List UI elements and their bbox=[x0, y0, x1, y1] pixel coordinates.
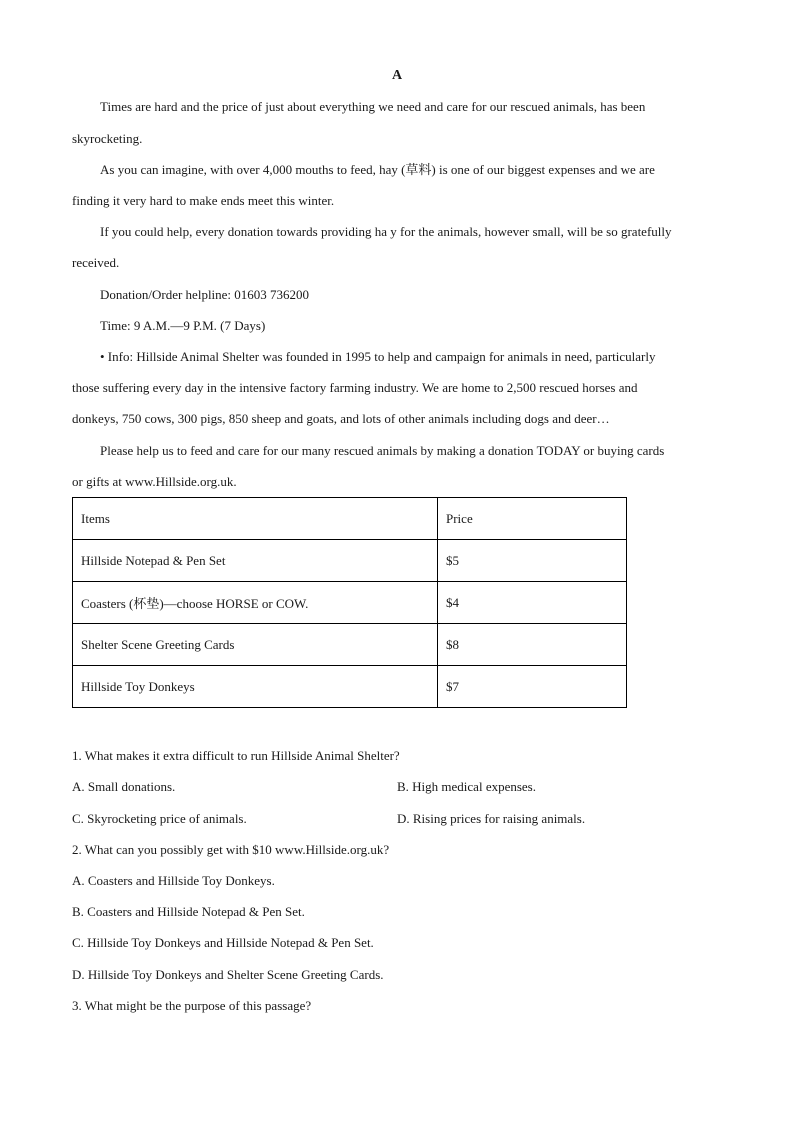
question-2-option-d: D. Hillside Toy Donkeys and Shelter Scene Greeting Cards. bbox=[72, 967, 384, 982]
helpline-text: Donation/Order helpline: 01603 736200 bbox=[100, 287, 310, 302]
question-2: 2. What can you possibly get with $10 www.Hillside.org.uk? bbox=[72, 842, 390, 857]
table-cell-item: Shelter Scene Greeting Cards bbox=[73, 624, 438, 666]
table-header-price: Price bbox=[438, 498, 627, 540]
question-2-option-a: A. Coasters and Hillside Toy Donkeys. bbox=[72, 873, 275, 888]
question-2-option-b: B. Coasters and Hillside Notepad & Pen Set. bbox=[72, 904, 305, 919]
paragraph-2-line-1: As you can imagine, with over 4,000 mouths to feed, hay (草料) is one of our biggest expenses and we are bbox=[100, 162, 655, 177]
paragraph-5-line-1: Please help us to feed and care for our many rescued animals by making a donation TODAY or buying cards bbox=[100, 443, 665, 458]
paragraph-2-line-2: finding it very hard to make ends meet this winter. bbox=[72, 193, 335, 208]
table-row bbox=[73, 540, 627, 582]
table-cell-item: Coasters (杯垫)—choose HORSE or COW. bbox=[73, 582, 438, 624]
question-1-option-d: D. Rising prices for raising animals. bbox=[397, 811, 586, 826]
price-table bbox=[72, 497, 627, 708]
table-cell-price: $5 bbox=[438, 540, 627, 582]
question-1-option-b: B. High medical expenses. bbox=[397, 779, 536, 794]
table-row bbox=[73, 624, 627, 666]
info-line-1: • Info: Hillside Animal Shelter was founded in 1995 to help and campaign for animals in need, particularly bbox=[100, 349, 656, 364]
info-line-3: donkeys, 750 cows, 300 pigs, 850 sheep and goats, and lots of other animals including dogs and deer… bbox=[72, 411, 610, 426]
paragraph-5-line-2: or gifts at www.Hillside.org.uk. bbox=[72, 474, 237, 489]
info-line-2: those suffering every day in the intensive factory farming industry. We are home to 2,500 rescued horses and bbox=[72, 380, 638, 395]
question-3: 3. What might be the purpose of this passage? bbox=[72, 998, 312, 1013]
hours-text: Time: 9 A.M.—9 P.M. (7 Days) bbox=[100, 318, 266, 333]
table-header-row bbox=[73, 498, 627, 540]
question-1-option-a: A. Small donations. bbox=[72, 779, 176, 794]
question-1-option-c: C. Skyrocketing price of animals. bbox=[72, 811, 247, 826]
paragraph-3-line-2: received. bbox=[72, 255, 120, 270]
paragraph-1-line-2: skyrocketing. bbox=[72, 131, 143, 146]
table-cell-item: Hillside Notepad & Pen Set bbox=[73, 540, 438, 582]
paragraph-3-line-1: If you could help, every donation towards providing ha y for the animals, however small, will be so gratefully bbox=[100, 224, 672, 239]
table-cell-price: $7 bbox=[438, 666, 627, 708]
table-row bbox=[73, 666, 627, 708]
table-cell-item: Hillside Toy Donkeys bbox=[73, 666, 438, 708]
question-2-option-c: C. Hillside Toy Donkeys and Hillside Notepad & Pen Set. bbox=[72, 935, 374, 950]
table-row bbox=[73, 582, 627, 624]
section-title: A bbox=[391, 68, 403, 83]
table-cell-price: $4 bbox=[438, 582, 627, 624]
paragraph-1-line-1: Times are hard and the price of just about everything we need and care for our rescued animals, has been bbox=[100, 99, 646, 114]
table-header-items: Items bbox=[73, 498, 438, 540]
question-1: 1. What makes it extra difficult to run Hillside Animal Shelter? bbox=[72, 748, 400, 763]
table-cell-price: $8 bbox=[438, 624, 627, 666]
